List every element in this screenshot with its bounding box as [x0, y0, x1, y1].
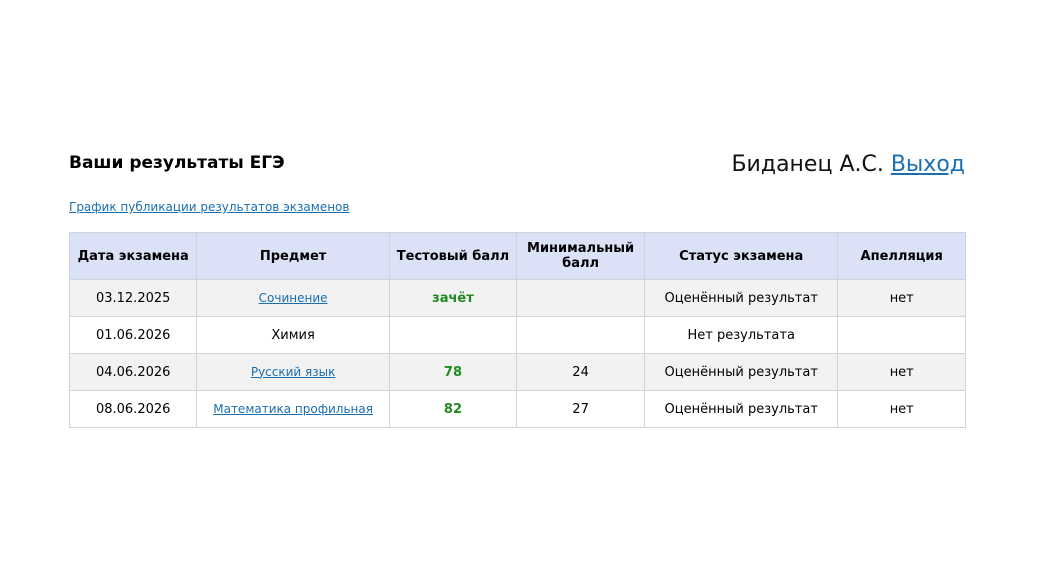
cell-appeal: нет — [838, 391, 966, 428]
column-header-date: Дата экзамена — [70, 233, 197, 280]
table-row — [70, 317, 966, 354]
cell-date: 08.06.2026 — [70, 391, 197, 428]
user-name: Биданец А.С. — [731, 152, 884, 177]
column-header-status: Статус экзамена — [645, 233, 838, 280]
cell-status: Оценённый результат — [645, 391, 838, 428]
cell-appeal — [838, 317, 966, 354]
cell-subject — [197, 354, 389, 391]
cell-subject: Химия — [197, 317, 389, 354]
cell-min-score: 24 — [517, 354, 645, 391]
cell-date: 01.06.2026 — [70, 317, 197, 354]
cell-min-score — [517, 280, 645, 317]
cell-status: Оценённый результат — [645, 354, 838, 391]
score-value: зачёт — [432, 290, 474, 306]
score-value: 78 — [443, 364, 463, 380]
cell-score — [389, 354, 516, 391]
cell-appeal: нет — [838, 280, 966, 317]
subject-link[interactable]: Математика профильная — [213, 401, 373, 416]
column-header-min-score: Минимальный балл — [517, 233, 645, 280]
cell-min-score — [517, 317, 645, 354]
column-header-subject: Предмет — [197, 233, 389, 280]
subject-link[interactable]: Русский язык — [250, 364, 336, 379]
table-header-row — [70, 233, 966, 280]
results-table — [69, 232, 966, 428]
subject-link[interactable]: Сочинение — [258, 290, 328, 305]
score-value: 82 — [443, 401, 463, 417]
user-block — [731, 151, 965, 179]
cell-score — [389, 317, 516, 354]
results-schedule-link[interactable]: График публикации результатов экзаменов — [69, 200, 350, 214]
cell-status: Оценённый результат — [645, 280, 838, 317]
cell-date: 04.06.2026 — [70, 354, 197, 391]
cell-appeal: нет — [838, 354, 966, 391]
table-row — [70, 354, 966, 391]
cell-date: 03.12.2025 — [70, 280, 197, 317]
cell-score — [389, 280, 516, 317]
cell-score — [389, 391, 516, 428]
table-row — [70, 280, 966, 317]
cell-subject — [197, 391, 389, 428]
logout-link[interactable]: Выход — [890, 152, 965, 177]
cell-min-score: 27 — [517, 391, 645, 428]
page-title: Ваши результаты ЕГЭ — [69, 153, 285, 173]
cell-subject — [197, 280, 389, 317]
table-row — [70, 391, 966, 428]
cell-status: Нет результата — [645, 317, 838, 354]
column-header-appeal: Апелляция — [838, 233, 966, 280]
column-header-score: Тестовый балл — [389, 233, 516, 280]
